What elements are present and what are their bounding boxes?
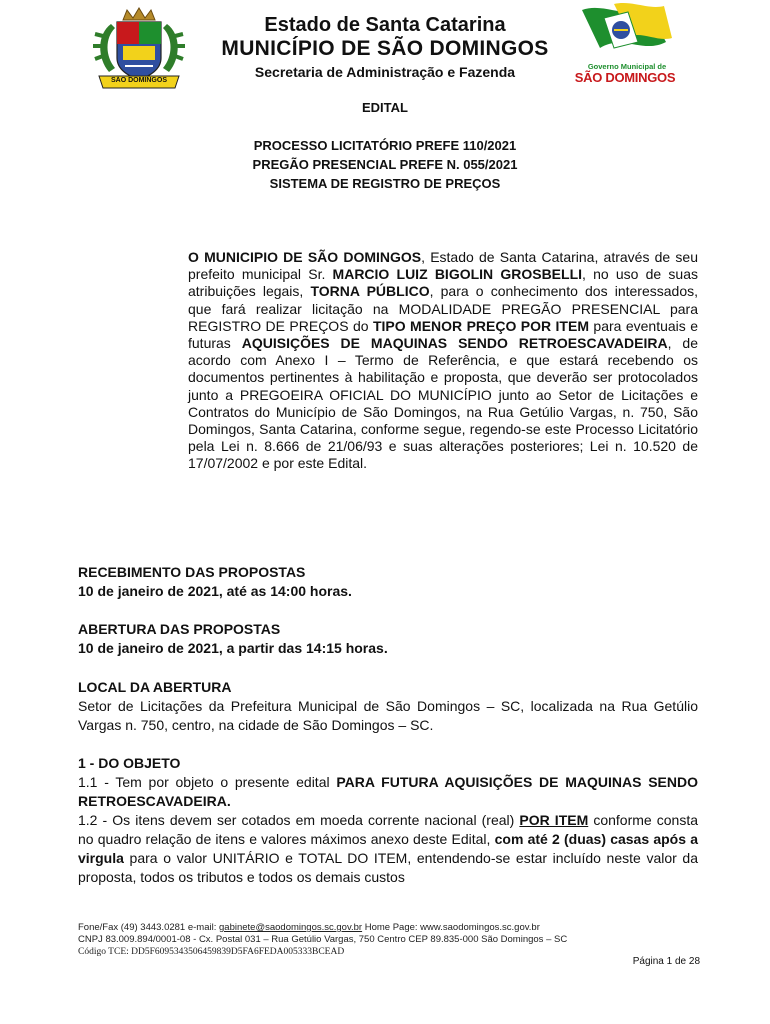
item-1-2-text-e: para o valor UNITÁRIO e TOTAL DO ITEM, entendendo-se estar incluído neste valor da proposta, todos os tributos e todos os demais custos xyxy=(78,850,698,885)
intro-prefeito-name: MARCIO LUIZ BIGOLIN GROSBELLI xyxy=(332,266,583,283)
recebimento-heading: RECEBIMENTO DAS PROPOSTAS xyxy=(78,564,306,580)
intro-municipio: O MUNICIPIO DE SÃO DOMINGOS xyxy=(188,249,422,265)
footer-address: CNPJ 83.009.894/0001-08 - Cx. Postal 031 – Rua Getúlio Vargas, 750 Centro CEP 89.835-000 São Domingos – SC xyxy=(78,934,568,945)
objeto-item-1-1 xyxy=(78,773,698,811)
item-1-2-text-a: 1.2 - Os itens devem ser cotados em moeda corrente nacional (real) xyxy=(78,812,520,828)
page-number: Página 1 de 28 xyxy=(632,956,700,967)
gov-logo-line1: Governo Municipal de xyxy=(587,62,667,71)
recebimento-section xyxy=(78,563,698,601)
footer-contact xyxy=(78,922,698,934)
footer-email-link[interactable]: gabinete@saodomingos.sc.gov.br xyxy=(219,922,363,933)
crest-banner-text: SÃO DOMINGOS xyxy=(110,77,167,84)
intro-text-5: , de acordo com Anexo I – Termo de Referência, e que estará recebendo os documentos pertinentes à habilitação e proposta, que deverão ser protocolados junto a PREGOEIRA OFICIAL DO MUNICÍPIO junto ao Setor de Licitações e Contratos do Município de São Domingos, na Rua Getúlio Vargas, n. 750, São Domingos, Santa Catarina, conforme segue, regendo-se este Processo Licitatório pela Lei n. 8.666 de 21/06/93 e suas alterações posteriores; Lei n. 10.520 de 17/07/2002 e por este Edital. xyxy=(188,335,698,472)
gov-logo-line2: SÃO DOMINGOS xyxy=(574,70,676,85)
objeto-heading: 1 - DO OBJETO xyxy=(78,755,181,771)
header-municipality: MUNICÍPIO DE SÃO DOMINGOS xyxy=(221,37,549,60)
item-1-2-casas: com até 2 (duas) casas após a virgula xyxy=(78,831,698,866)
footer-tce-code: Código TCE: DD5F6095343506459839D5FA6FEDA005333BCEAD xyxy=(78,947,345,957)
sistema-title: SISTEMA DE REGISTRO DE PREÇOS xyxy=(269,176,501,191)
item-1-1-bold: PARA FUTURA AQUISIÇÕES DE MAQUINAS SENDO RETROESCAVADEIRA. xyxy=(78,774,698,809)
intro-paragraph xyxy=(188,249,698,473)
abertura-section xyxy=(78,620,698,658)
local-heading: LOCAL DA ABERTURA xyxy=(78,679,232,695)
intro-text-4: para eventuais e futuras xyxy=(188,317,699,352)
objeto-item-1-2 xyxy=(78,811,698,887)
local-text: Setor de Licitações da Prefeitura Municipal de São Domingos – SC, localizada na Rua Getúlio Vargas n. 750, centro, na cidade de São Domingos – SC. xyxy=(78,698,698,733)
item-1-2-text-c: conforme consta no quadro relação de itens e valores máximos anexo deste Edital, xyxy=(78,812,699,847)
recebimento-date: 10 de janeiro de 2021, até as 14:00 horas. xyxy=(78,583,352,599)
abertura-date: 10 de janeiro de 2021, a partir das 14:15 horas. xyxy=(78,640,388,656)
intro-aquisicoes: AQUISIÇÕES DE MAQUINAS SENDO RETROESCAVADEIRA xyxy=(241,335,668,352)
header-secretariat: Secretaria de Administração e Fazenda xyxy=(254,64,516,80)
government-logo xyxy=(574,2,676,92)
processo-title: PROCESSO LICITATÓRIO PREFE 110/2021 xyxy=(253,138,517,153)
footer-homepage: Home Page: www.saodomingos.sc.gov.br xyxy=(362,922,540,933)
intro-torna-publico: TORNA PÚBLICO xyxy=(310,283,430,300)
abertura-heading: ABERTURA DAS PROPOSTAS xyxy=(78,621,281,637)
item-1-1-text: 1.1 - Tem por objeto o presente edital xyxy=(78,774,337,790)
header-state: Estado de Santa Catarina xyxy=(264,14,506,36)
intro-text-3: , para o conhecimento dos interessados, que fará realizar licitação na MODALIDADE PREGÃO PRESENCIAL para REGISTRO DE PREÇOS do xyxy=(188,283,698,334)
footer xyxy=(78,922,698,958)
intro-text-2: , no uso de suas atribuições legais, xyxy=(188,266,698,300)
footer-phone: Fone/Fax (49) 3443.0281 e-mail: xyxy=(78,922,219,933)
intro-tipo: TIPO MENOR PREÇO POR ITEM xyxy=(372,317,589,334)
pregao-title: PREGÃO PRESENCIAL PREFE N. 055/2021 xyxy=(252,157,518,172)
objeto-section xyxy=(78,754,698,887)
edital-title: EDITAL xyxy=(362,100,408,115)
intro-text-1: , Estado de Santa Catarina, através de seu prefeito municipal Sr. xyxy=(188,249,698,283)
local-section xyxy=(78,678,698,735)
item-1-2-por-item: POR ITEM xyxy=(519,812,589,828)
